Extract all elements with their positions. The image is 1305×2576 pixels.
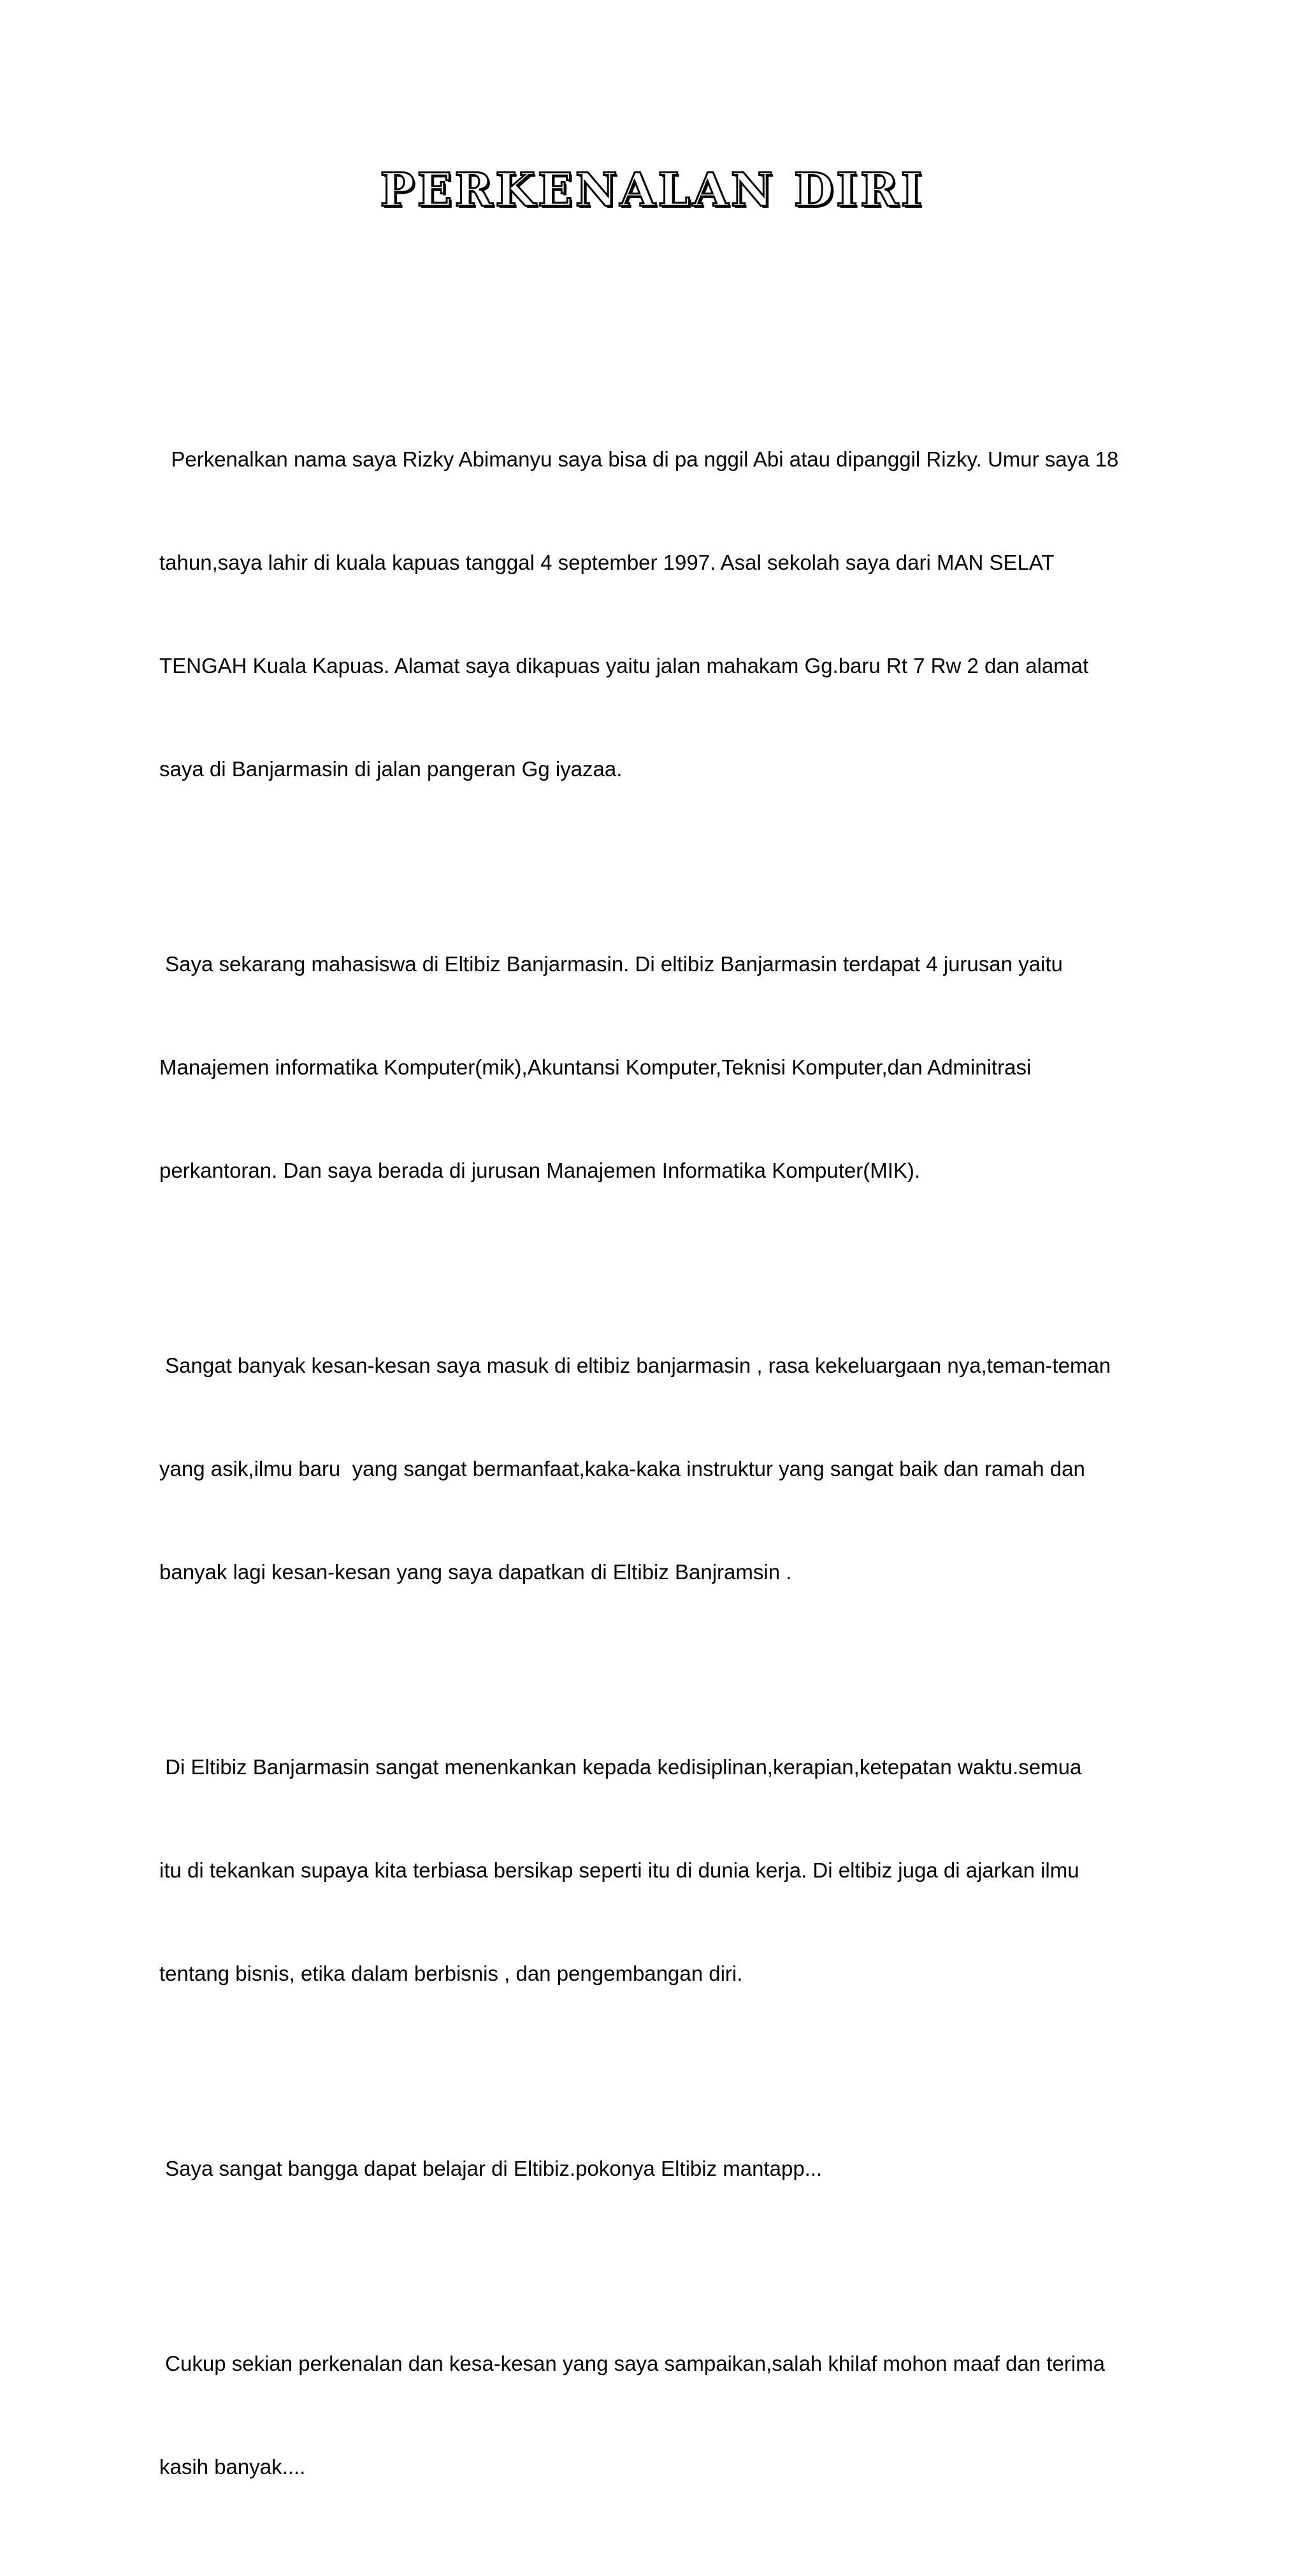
- paragraph-line: Sangat banyak kesan-kesan saya masuk di eltibiz banjarmasin , rasa kekeluargaan nya,teman-teman: [159, 1354, 1111, 1377]
- paragraph-line: banyak lagi kesan-kesan yang saya dapatkan di Eltibiz Banjramsin .: [159, 1560, 792, 1584]
- paragraph-line: itu di tekankan supaya kita terbiasa bersikap seperti itu di dunia kerja. Di eltibiz juga di ajarkan ilmu: [159, 1858, 1079, 1882]
- paragraph-impressions: [159, 1280, 1153, 1658]
- paragraph-line: Perkenalkan nama saya Rizky Abimanyu saya bisa di pa nggil Abi atau dipanggil Rizky. Umur saya 18: [159, 447, 1119, 471]
- document-body: [159, 373, 1153, 2576]
- document-title: PERKENALAN DIRI: [380, 163, 925, 217]
- paragraph-line: kasih banyak....: [159, 2455, 306, 2478]
- paragraph-line: Di Eltibiz Banjarmasin sangat menenkankan kepada kedisiplinan,kerapian,ketepatan waktu.semua: [159, 1755, 1082, 1779]
- paragraph-closing: [159, 2278, 1153, 2553]
- paragraph-line: saya di Banjarmasin di jalan pangeran Gg iyazaa.: [159, 757, 623, 781]
- paragraph-line: Saya sangat bangga dapat belajar di Eltibiz.pokonya Eltibiz mantapp...: [159, 2157, 823, 2180]
- paragraph-pride: [159, 2083, 1153, 2255]
- paragraph-line: perkantoran. Dan saya berada di jurusan Manajemen Informatika Komputer(MIK).: [159, 1159, 921, 1182]
- paragraph-line: TENGAH Kuala Kapuas. Alamat saya dikapuas yaitu jalan mahakam Gg.baru Rt 7 Rw 2 dan alamat: [159, 654, 1089, 677]
- paragraph-line: Manajemen informatika Komputer(mik),Akuntansi Komputer,Teknisi Komputer,dan Adminitrasi: [159, 1055, 1032, 1079]
- paragraph-line: tahun,saya lahir di kuala kapuas tanggal 4 september 1997. Asal sekolah saya dari MAN SELAT: [159, 551, 1055, 574]
- paragraph-study: [159, 878, 1153, 1257]
- paragraph-discipline: [159, 1681, 1153, 2060]
- paragraph-line: yang asik,ilmu baru yang sangat bermanfaat,kaka-kaka instruktur yang sangat baik dan ramah dan: [159, 1457, 1085, 1480]
- paragraph-line: Cukup sekian perkenalan dan kesa-kesan yang saya sampaikan,salah khilaf mohon maaf dan terima: [159, 2352, 1106, 2375]
- paragraph-introduction: [159, 373, 1153, 855]
- paragraph-line: tentang bisnis, etika dalam berbisnis , dan pengembangan diri.: [159, 1962, 743, 1985]
- paragraph-line: Saya sekarang mahasiswa di Eltibiz Banjarmasin. Di eltibiz Banjarmasin terdapat 4 jurusan yaitu: [159, 952, 1063, 976]
